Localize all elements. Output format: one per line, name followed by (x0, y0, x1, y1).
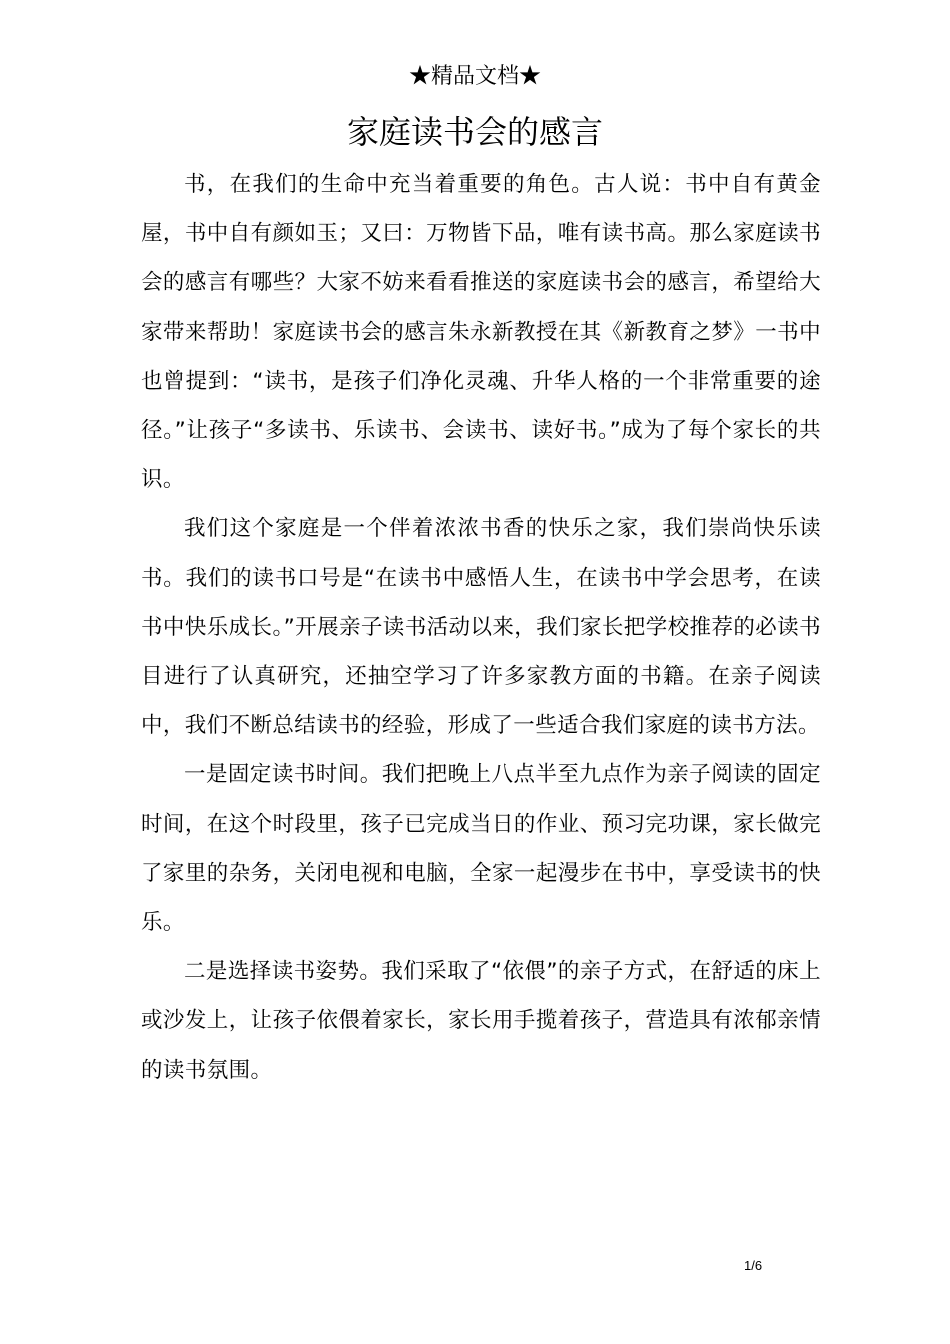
paragraph-3: 一是固定读书时间。我们把晚上八点半至九点作为亲子阅读的固定时间，在这个时段里，孩子已完成当日的作业、预习完功课，家长做完了家里的杂务，关闭电视和电脑，全家一起漫步在书中，享受读书的快乐。 (141, 762, 821, 936)
document-body (141, 160, 821, 1095)
paragraph-1: 书，在我们的生命中充当着重要的角色。古人说：书中自有黄金屋，书中自有颜如玉；又曰：万物皆下品，唯有读书高。那么家庭读书会的感言有哪些？大家不妨来看看推送的家庭读书会的感言，希望给大家带来帮助！家庭读书会的感言朱永新教授在其《新教育之梦》一书中也曾提到：“读书，是孩子们净化灵魂、升华人格的一个非常重要的途径。”让孩子“多读书、乐读书、会读书、读好书。”成为了每个家长的共识。 (141, 172, 821, 493)
page-number: 1/6 (744, 1258, 763, 1273)
document-title: 家庭读书会的感言 (346, 113, 603, 151)
header-mark: ★精品文档★ (408, 64, 541, 89)
paragraph-2: 我们这个家庭是一个伴着浓浓书香的快乐之家，我们崇尚快乐读书。我们的读书口号是“在读书中感悟人生，在读书中学会思考，在读书中快乐成长。”开展亲子读书活动以来，我们家长把学校推荐的必读书目进行了认真研究，还抽空学习了许多家教方面的书籍。在亲子阅读中，我们不断总结读书的经验，形成了一些适合我们家庭的读书方法。 (141, 516, 821, 739)
paragraph-4: 二是选择读书姿势。我们采取了“依偎”的亲子方式，在舒适的床上或沙发上，让孩子依偎着家长，家长用手揽着孩子，营造具有浓郁亲情的读书氛围。 (141, 959, 821, 1083)
